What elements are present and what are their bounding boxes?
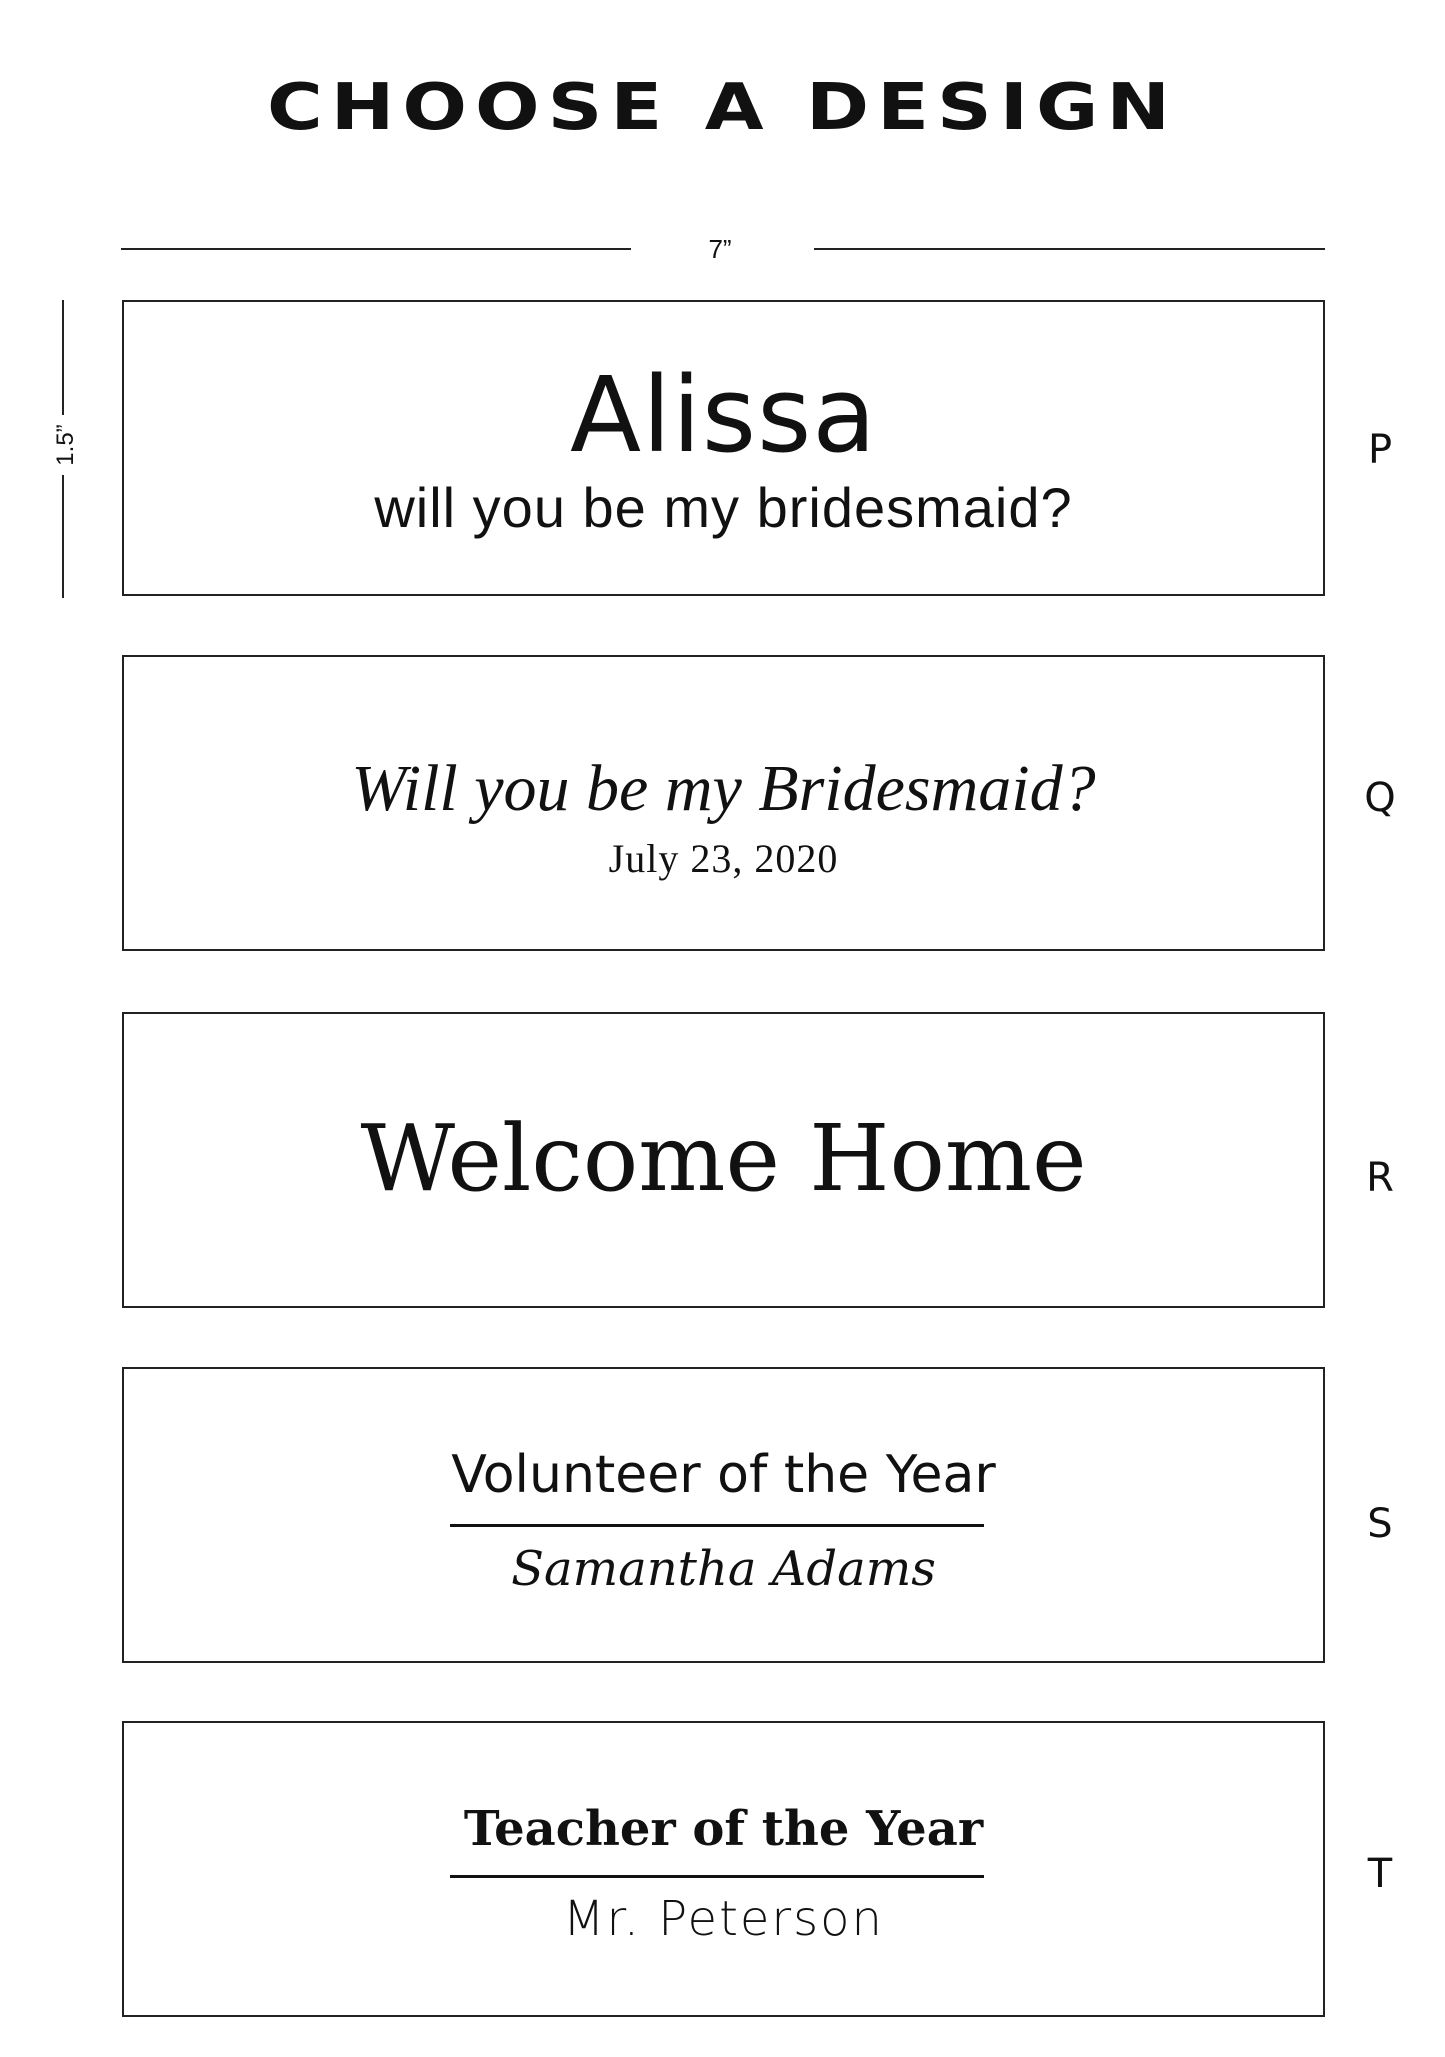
width-dimension-line-right (814, 248, 1325, 250)
design-t-name: Mr. Peterson (563, 1891, 884, 1947)
design-t-divider (450, 1875, 984, 1878)
design-box-s[interactable] (122, 1367, 1325, 1663)
page-title: CHOOSE A DESIGN (267, 68, 1178, 145)
width-dimension-label: 7” (708, 234, 732, 264)
design-letter-q: Q (1364, 775, 1396, 821)
design-s-heading: Volunteer of the Year (451, 1445, 996, 1505)
design-box-t[interactable] (122, 1721, 1325, 2017)
height-dimension-label: 1.5” (51, 415, 81, 475)
design-r-heading: Welcome Home (360, 1105, 1087, 1212)
design-letter-s: S (1367, 1501, 1393, 1547)
design-box-r[interactable] (122, 1012, 1325, 1308)
design-letter-t: T (1367, 1851, 1393, 1897)
design-letter-r: R (1366, 1155, 1394, 1201)
design-p-name: Alissa (569, 354, 878, 476)
design-box-q[interactable] (122, 655, 1325, 951)
design-s-divider (450, 1524, 984, 1527)
design-q-date: July 23, 2020 (608, 836, 839, 881)
design-letter-p: P (1367, 427, 1393, 473)
design-q-heading: Will you be my Bridesmaid? (351, 752, 1096, 825)
width-dimension-line-left (121, 248, 631, 250)
design-s-name: Samantha Adams (511, 1541, 936, 1597)
design-p-subtitle: will you be my bridesmaid? (374, 476, 1073, 539)
design-t-heading: Teacher of the Year (463, 1801, 984, 1857)
design-box-p[interactable] (122, 300, 1325, 596)
